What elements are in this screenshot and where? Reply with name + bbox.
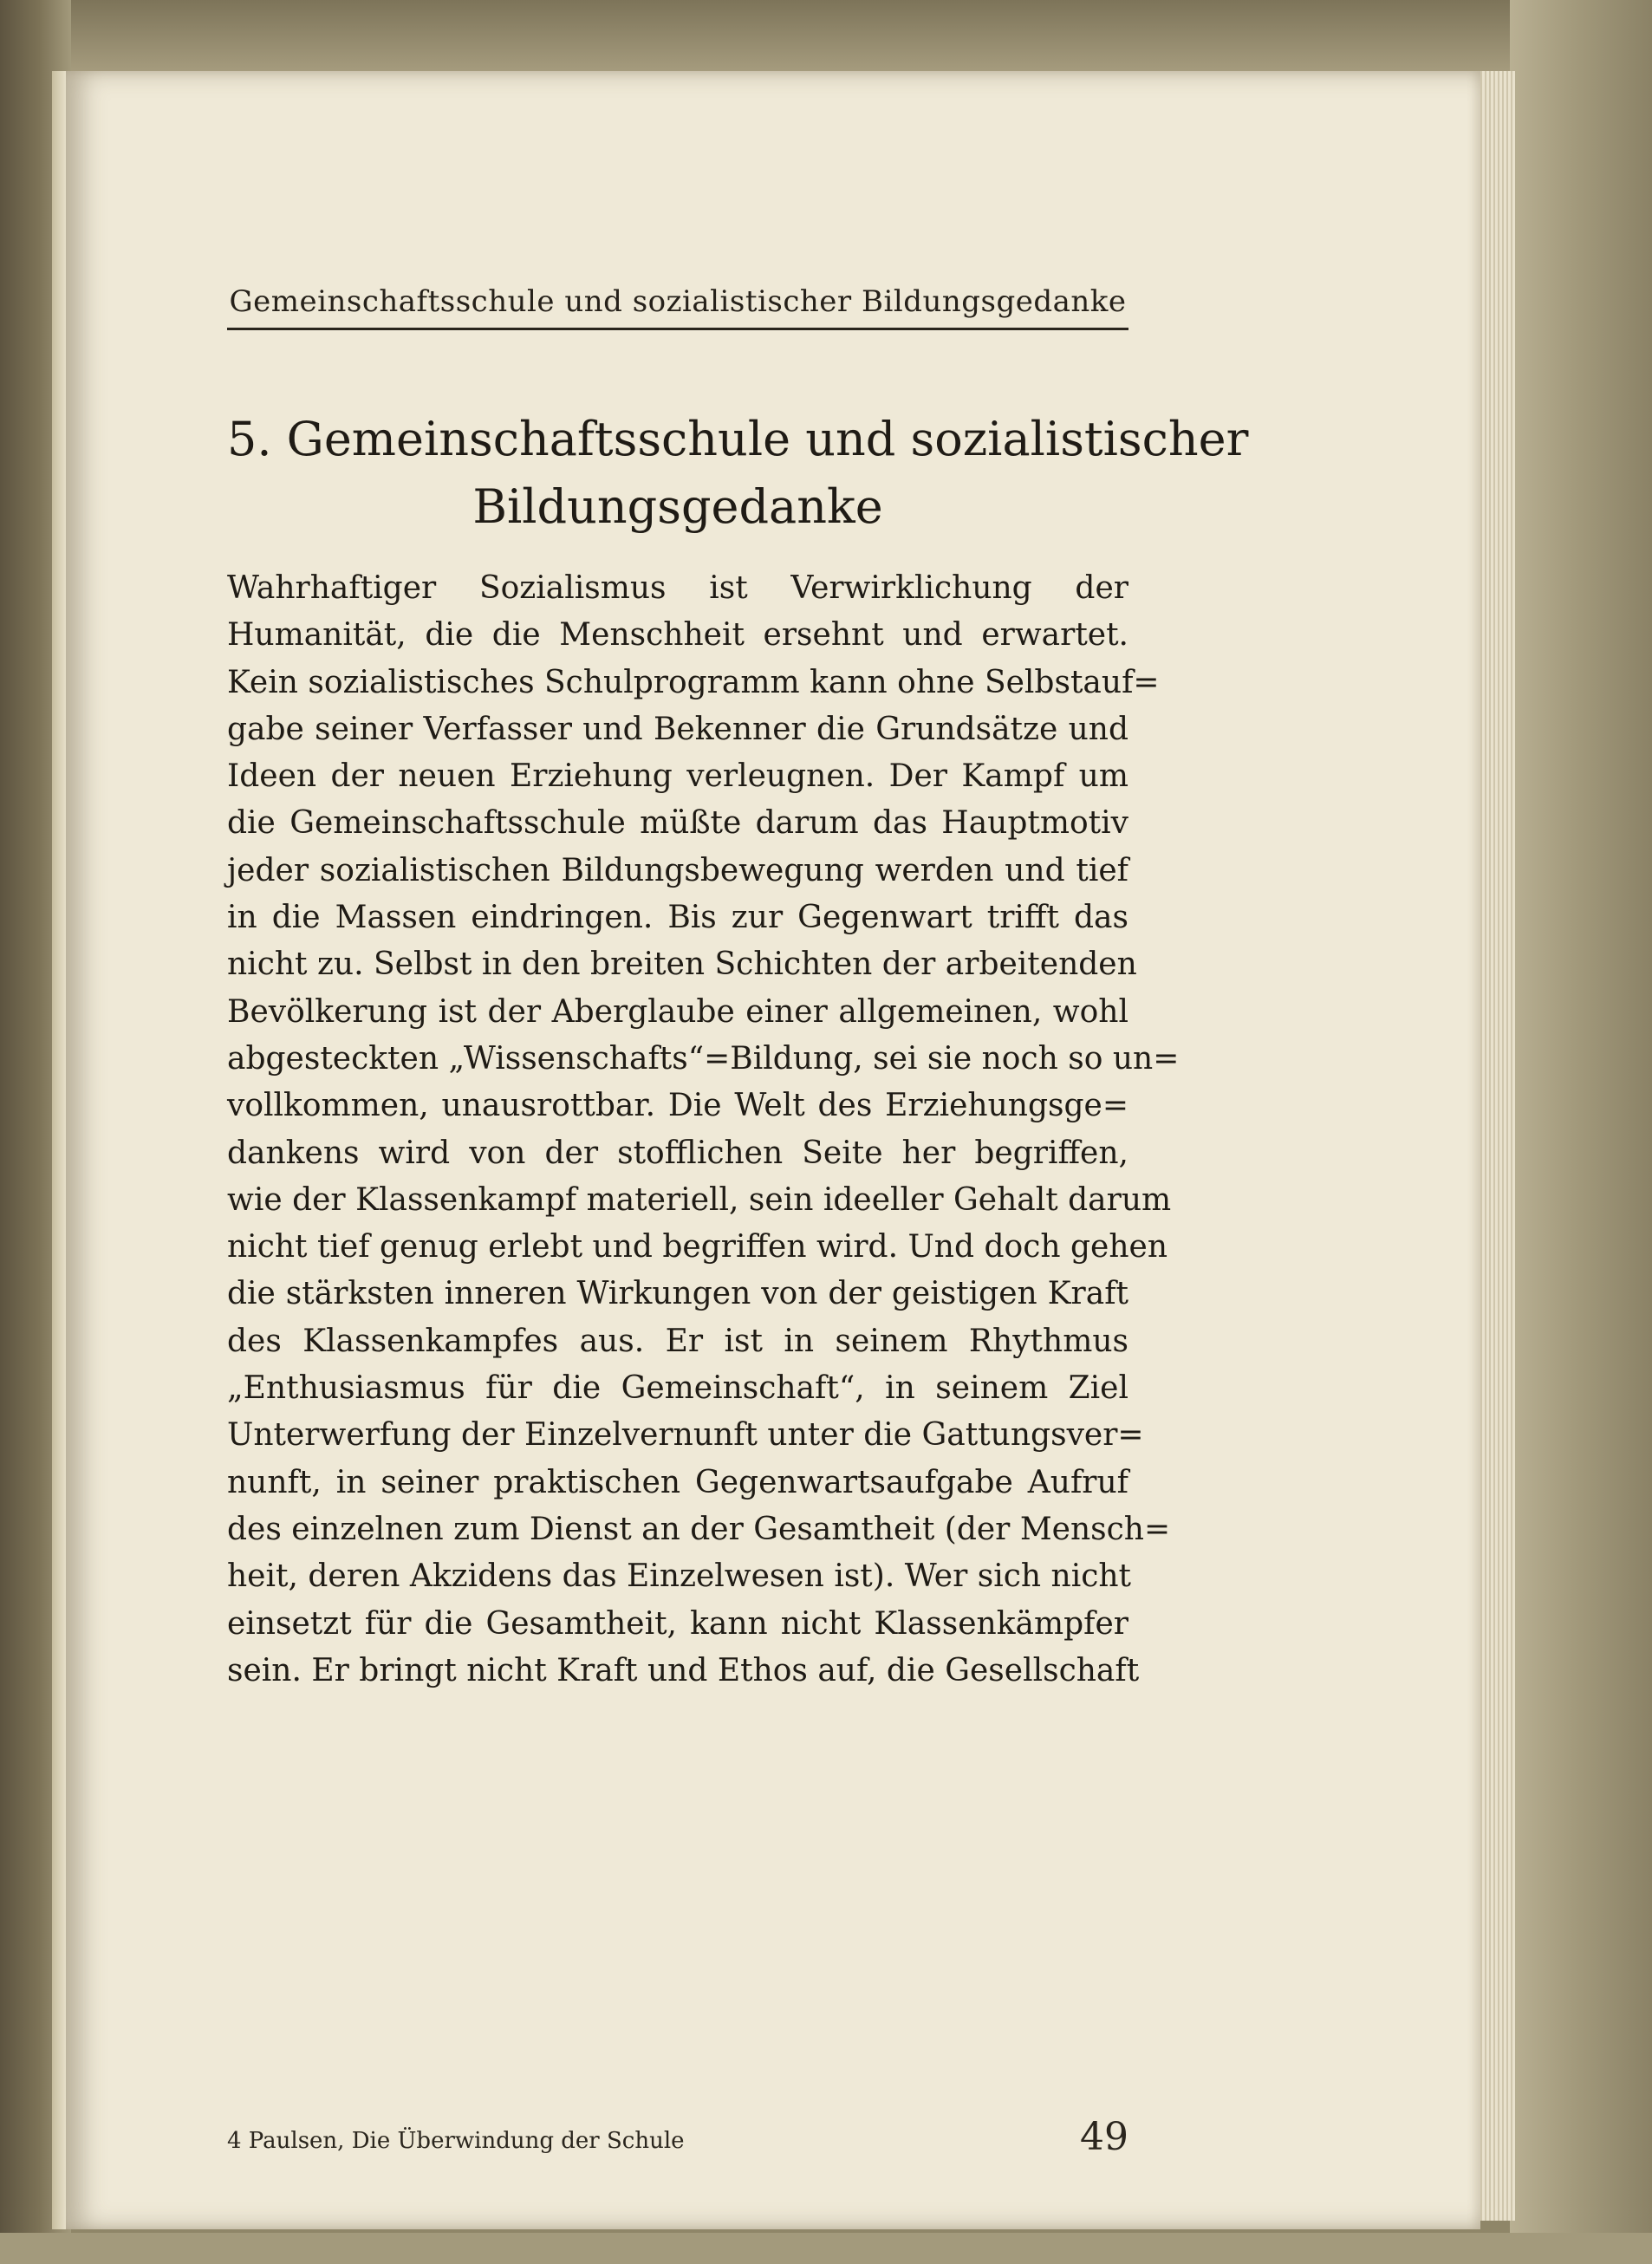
text-line: abgesteckten „Wissenschafts“=Bildung, sei sie noch so un= bbox=[227, 1040, 1180, 1077]
text-line: des Klassenkampfes aus. Er ist in seinem Rhythmus bbox=[227, 1323, 1128, 1359]
text-line: einsetzt für die Gesamtheit, kann nicht Klassenkämpfer bbox=[227, 1605, 1128, 1642]
header-rule bbox=[227, 328, 1128, 330]
chapter-title-line: Bildungsgedanke bbox=[472, 479, 883, 534]
text-line: „Enthusiasmus für die Gemeinschaft“, in seinem Ziel bbox=[227, 1370, 1128, 1407]
text-line: nicht zu. Selbst in den breiten Schichten der arbeitenden bbox=[227, 947, 1137, 983]
text-line: die stärksten inneren Wirkungen von der geistigen Kraft bbox=[227, 1276, 1128, 1312]
text-line: nunft, in seiner praktischen Gegenwartsaufgabe Aufruf bbox=[227, 1464, 1128, 1500]
text-line: sein. Er bringt nicht Kraft und Ethos auf, die Gesellschaft bbox=[227, 1652, 1140, 1688]
text-line: Ideen der neuen Erziehung verleugnen. Der Kampf um bbox=[227, 758, 1128, 795]
text-line: Humanität, die die Menschheit ersehnt und erwartet. bbox=[227, 617, 1128, 654]
book-cover-right-edge bbox=[1510, 0, 1652, 2264]
text-line: dankens wird von der stofflichen Seite her begriffen, bbox=[227, 1135, 1128, 1171]
chapter-title bbox=[227, 406, 1249, 541]
running-head: Gemeinschaftsschule und sozialistischer Bildungsgedanke bbox=[229, 284, 1127, 319]
chapter-title-line: 5. Gemeinschaftsschule und sozialistischer bbox=[227, 412, 1249, 466]
text-line: Unterwerfung der Einzelvernunft unter die Gattungsver= bbox=[227, 1417, 1144, 1454]
text-line: in die Massen eindringen. Bis zur Gegenwart trifft das bbox=[227, 900, 1128, 936]
text-line: Kein sozialistisches Schulprogramm kann ohne Selbstauf= bbox=[227, 664, 1160, 700]
text-line: heit, deren Akzidens das Einzelwesen ist). Wer sich nicht bbox=[227, 1558, 1132, 1595]
signature-footnote: 4 Paulsen, Die Überwindung der Schule bbox=[227, 2128, 685, 2154]
text-line: jeder sozialistischen Bildungsbewegung werden und tief bbox=[227, 852, 1128, 888]
text-line: wie der Klassenkampf materiell, sein ideeller Gehalt darum bbox=[227, 1181, 1172, 1218]
book-cover-bottom-edge bbox=[0, 2233, 1652, 2264]
text-line: gabe seiner Verfasser und Bekenner die Grundsätze und bbox=[227, 711, 1128, 747]
text-line: des einzelnen zum Dienst an der Gesamtheit (der Mensch= bbox=[227, 1511, 1171, 1547]
text-line: Wahrhaftiger Sozialismus ist Verwirklichung der bbox=[227, 570, 1128, 606]
text-line: die Gemeinschaftsschule müßte darum das Hauptmotiv bbox=[227, 805, 1128, 842]
page-number: 49 bbox=[1080, 2115, 1128, 2159]
text-line: vollkommen, unausrottbar. Die Welt des Erziehungsge= bbox=[227, 1088, 1128, 1124]
text-line: nicht tief genug erlebt und begriffen wird. Und doch gehen bbox=[227, 1229, 1168, 1265]
text-line: Bevölkerung ist der Aberglaube einer allgemeinen, wohl bbox=[227, 993, 1128, 1030]
body-text bbox=[227, 565, 1180, 1695]
book-cover-top-edge bbox=[0, 0, 1652, 75]
